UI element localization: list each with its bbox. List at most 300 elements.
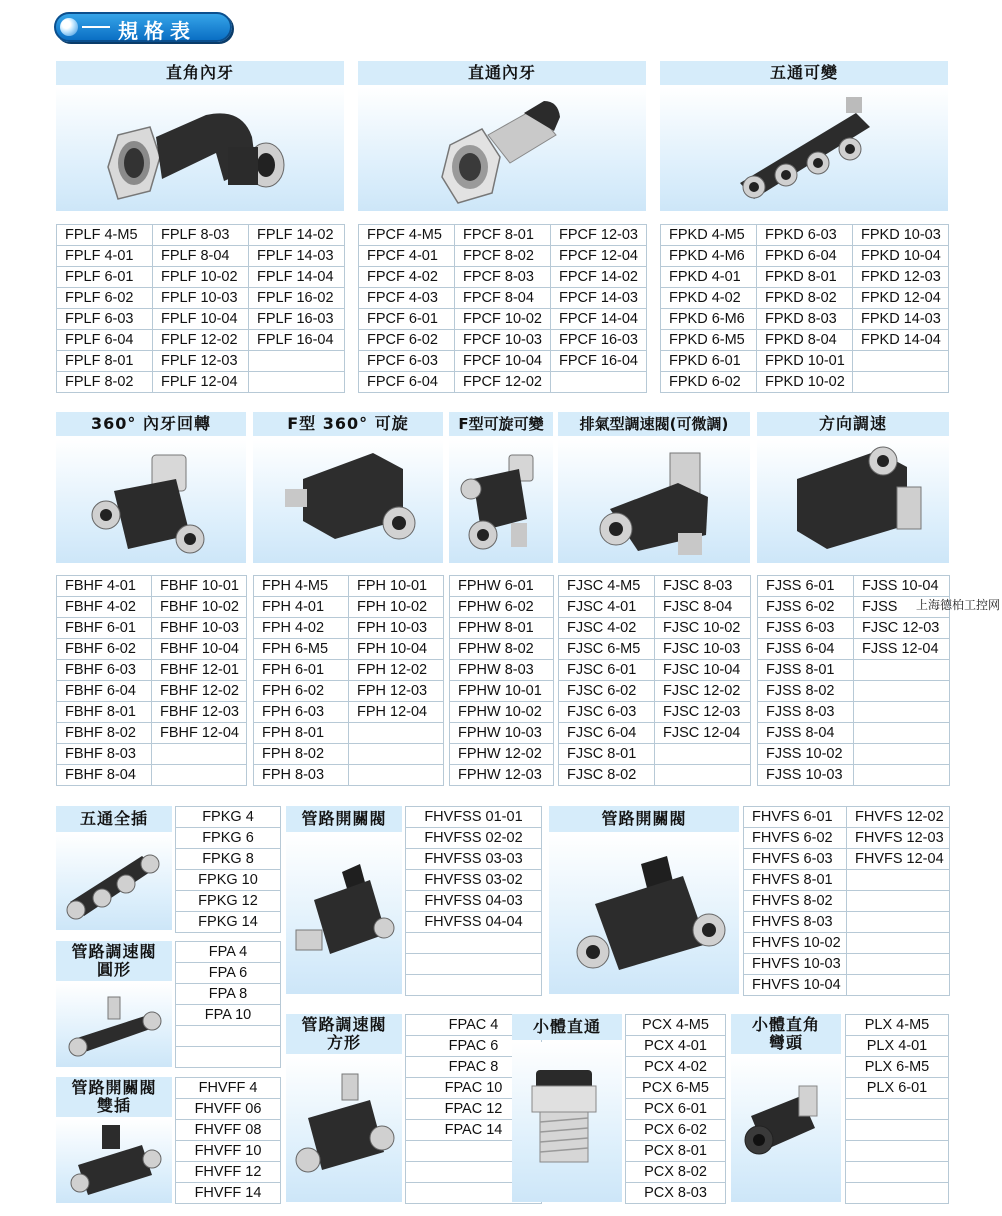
spec-cell: FHVFSS 04-03 [406, 891, 542, 912]
spec-cell: FJSC 12-04 [655, 723, 751, 744]
table-row [57, 225, 345, 246]
spec-cell: FJSS 8-03 [758, 702, 854, 723]
spec-cell: FBHF 10-02 [152, 597, 247, 618]
spec-cell: FJSC 6-01 [559, 660, 655, 681]
spec-cell [846, 1183, 949, 1204]
spec-table-fhvfss [405, 806, 542, 996]
table-row [359, 288, 647, 309]
spec-cell: FPH 6-01 [254, 660, 349, 681]
spec-cell: FHVFF 06 [176, 1099, 281, 1120]
spec-cell: FPH 10-01 [349, 576, 444, 597]
spec-cell: FHVFSS 03-02 [406, 870, 542, 891]
spec-cell: FHVFS 12-03 [847, 828, 950, 849]
spec-cell: FPCF 12-02 [455, 372, 551, 393]
table-row [254, 576, 444, 597]
spec-cell [655, 765, 751, 786]
product-image-fph [253, 439, 443, 563]
spec-cell: FPCF 4-M5 [359, 225, 455, 246]
table-row [57, 267, 345, 288]
table-row [406, 870, 542, 891]
spec-cell: FPH 4-01 [254, 597, 349, 618]
spec-cell: FPCF 4-03 [359, 288, 455, 309]
table-row [450, 618, 554, 639]
square-speed-valve-icon [286, 1056, 402, 1202]
spec-cell: FBHF 8-01 [57, 702, 152, 723]
table-row [758, 660, 950, 681]
product-image-fplf [56, 87, 344, 211]
spec-cell: FJSC 6-04 [559, 723, 655, 744]
table-row [744, 891, 950, 912]
spec-cell [847, 870, 950, 891]
spec-cell: FPCF 14-03 [551, 288, 647, 309]
spec-cell: FJSS 6-04 [758, 639, 854, 660]
spec-cell: FJSS 6-03 [758, 618, 854, 639]
table-row [661, 288, 949, 309]
header-fpac-line1: 管路調速閥 [301, 1015, 387, 1034]
spec-cell: FPCF 12-03 [551, 225, 647, 246]
spec-cell: FJSC 6-02 [559, 681, 655, 702]
spec-cell: FPHW 8-01 [450, 618, 554, 639]
spec-cell: FPAC 14 [406, 1120, 542, 1141]
spec-cell: FPH 12-03 [349, 681, 444, 702]
spec-cell: FPCF 12-04 [551, 246, 647, 267]
table-row [626, 1015, 726, 1036]
table-row [450, 681, 554, 702]
spec-cell: FPKG 14 [176, 912, 281, 933]
spec-cell [854, 660, 950, 681]
spec-cell [176, 1026, 281, 1047]
spec-table-fpcf [358, 224, 647, 393]
spec-cell: FPH 6-03 [254, 702, 349, 723]
spec-cell: FHVFSS 02-02 [406, 828, 542, 849]
spec-cell: FHVFS 10-04 [744, 975, 847, 996]
spec-cell: PCX 4-02 [626, 1057, 726, 1078]
header-fpcf: 直通內牙 [358, 61, 646, 85]
spec-cell [249, 351, 345, 372]
spec-cell: FHVFS 6-03 [744, 849, 847, 870]
spec-cell: FPKD 6-02 [661, 372, 757, 393]
spec-cell: FPKD 12-04 [853, 288, 949, 309]
spec-cell: FPH 6-M5 [254, 639, 349, 660]
table-row [57, 660, 247, 681]
spec-cell: FHVFSS 03-03 [406, 849, 542, 870]
spec-cell: FJSS 6-02 [758, 597, 854, 618]
spec-cell: FPKD 10-04 [853, 246, 949, 267]
spec-cell: FPCF 6-02 [359, 330, 455, 351]
spec-cell: FBHF 12-03 [152, 702, 247, 723]
table-row [406, 912, 542, 933]
table-row [359, 267, 647, 288]
table-row [406, 849, 542, 870]
spec-cell: FPKD 4-M6 [661, 246, 757, 267]
product-image-fpcf [358, 87, 646, 211]
spec-cell [847, 954, 950, 975]
spec-cell: FPH 8-03 [254, 765, 349, 786]
spec-cell: FBHF 10-04 [152, 639, 247, 660]
spec-cell: FPAC 10 [406, 1078, 542, 1099]
header-fhvff-line2: 雙插 [96, 1096, 131, 1115]
spec-cell: FPKD 4-01 [661, 267, 757, 288]
table-row [57, 702, 247, 723]
header-fhvff-line1: 管路開關閥 [71, 1078, 157, 1097]
spec-cell: FPLF 8-02 [57, 372, 153, 393]
spec-cell: PLX 6-01 [846, 1078, 949, 1099]
spec-cell: FPHW 8-02 [450, 639, 554, 660]
table-row [57, 576, 247, 597]
product-image-plx [731, 1056, 841, 1202]
spec-cell: FPKD 6-03 [757, 225, 853, 246]
spec-cell: FPCF 10-04 [455, 351, 551, 372]
spec-cell: FBHF 10-03 [152, 618, 247, 639]
table-row [450, 639, 554, 660]
table-row [661, 351, 949, 372]
spec-cell: FPA 8 [176, 984, 281, 1005]
spec-cell: FPKD 6-M5 [661, 330, 757, 351]
table-row [450, 765, 554, 786]
table-row [254, 744, 444, 765]
spec-cell: FPLF 6-03 [57, 309, 153, 330]
spec-cell: FPA 4 [176, 942, 281, 963]
spec-cell: FJSS 10-02 [758, 744, 854, 765]
table-row [176, 963, 281, 984]
table-row [176, 1162, 281, 1183]
spec-table-pcx [625, 1014, 726, 1204]
spec-cell: FJSC 10-04 [655, 660, 751, 681]
table-row [846, 1099, 949, 1120]
spec-cell: FPKD 8-01 [757, 267, 853, 288]
spec-cell: FPKD 10-03 [853, 225, 949, 246]
table-row [450, 744, 554, 765]
spec-cell: FPLF 12-02 [153, 330, 249, 351]
table-row [758, 723, 950, 744]
table-row [626, 1099, 726, 1120]
spec-cell: FPCF 16-04 [551, 351, 647, 372]
spec-cell: FHVFF 08 [176, 1120, 281, 1141]
spec-cell: FBHF 6-01 [57, 618, 152, 639]
spec-cell: FPKD 10-01 [757, 351, 853, 372]
table-row [406, 933, 542, 954]
table-row [846, 1141, 949, 1162]
spec-cell: FPLF 14-02 [249, 225, 345, 246]
exhaust-speed-controller-icon [558, 439, 750, 563]
spec-cell: FBHF 4-02 [57, 597, 152, 618]
table-row [846, 1036, 949, 1057]
spec-cell: FPCF 4-01 [359, 246, 455, 267]
spec-cell: FPH 10-02 [349, 597, 444, 618]
spec-cell: FPKG 10 [176, 870, 281, 891]
table-row [254, 639, 444, 660]
table-row [450, 576, 554, 597]
spec-cell: FPHW 6-01 [450, 576, 554, 597]
spec-cell: FPKG 6 [176, 828, 281, 849]
spec-cell: FPCF 8-04 [455, 288, 551, 309]
table-row [176, 849, 281, 870]
watermark: 上海德柏工控网 [915, 598, 1000, 612]
table-row [406, 954, 542, 975]
directional-speed-controller-icon [757, 439, 949, 563]
table-row [176, 1026, 281, 1047]
spec-cell [176, 1047, 281, 1068]
table-row [57, 372, 345, 393]
spec-cell: FPKD 4-02 [661, 288, 757, 309]
spec-cell [406, 954, 542, 975]
spec-cell: FPAC 8 [406, 1057, 542, 1078]
spec-cell [249, 372, 345, 393]
mini-elbow-fitting-icon [731, 1056, 841, 1202]
table-row [846, 1183, 949, 1204]
spec-cell: FPKD 8-04 [757, 330, 853, 351]
spec-cell: FPH 12-04 [349, 702, 444, 723]
spec-cell: FJSC 8-03 [655, 576, 751, 597]
table-row [559, 576, 751, 597]
header-fphw: F型可旋可變 [449, 412, 553, 436]
spec-cell: FJSC 6-03 [559, 702, 655, 723]
spec-cell: FHVFS 8-02 [744, 891, 847, 912]
spec-cell: FPKG 8 [176, 849, 281, 870]
table-row [359, 225, 647, 246]
spec-cell: FPHW 10-01 [450, 681, 554, 702]
spec-cell: FPLF 14-03 [249, 246, 345, 267]
header-plx [731, 1014, 841, 1054]
table-row [744, 870, 950, 891]
spec-table-fjsc [558, 575, 751, 786]
swivel-female-fitting-icon [56, 439, 246, 563]
spec-cell: FPLF 16-04 [249, 330, 345, 351]
header-fph: F型 360° 可旋 [253, 412, 443, 436]
spec-cell: FPLF 6-04 [57, 330, 153, 351]
spec-cell: FPH 8-02 [254, 744, 349, 765]
table-row [176, 870, 281, 891]
header-fplf: 直角內牙 [56, 61, 344, 85]
spec-cell: FPKD 14-04 [853, 330, 949, 351]
spec-cell: FPKD 14-03 [853, 309, 949, 330]
spec-cell: FJSS 8-01 [758, 660, 854, 681]
table-row [626, 1183, 726, 1204]
table-row [57, 330, 345, 351]
table-row [176, 807, 281, 828]
spec-cell: PCX 8-03 [626, 1183, 726, 1204]
table-row [559, 702, 751, 723]
spec-cell: FPLF 14-04 [249, 267, 345, 288]
table-row [559, 765, 751, 786]
table-row [359, 351, 647, 372]
table-row [744, 807, 950, 828]
spec-cell: FPKD 8-02 [757, 288, 853, 309]
table-row [661, 330, 949, 351]
spec-cell: FPLF 6-02 [57, 288, 153, 309]
table-row [758, 765, 950, 786]
table-row [254, 618, 444, 639]
spec-cell: FPLF 4-01 [57, 246, 153, 267]
header-plx-line2: 彎頭 [768, 1033, 803, 1052]
spec-cell: FPCF 6-01 [359, 309, 455, 330]
spec-cell: FPAC 4 [406, 1015, 542, 1036]
product-image-fbhf [56, 439, 246, 563]
product-image-fpkg [56, 834, 172, 930]
table-row [559, 597, 751, 618]
spec-cell [349, 765, 444, 786]
spec-cell: FPKG 4 [176, 807, 281, 828]
spec-cell: FHVFS 8-01 [744, 870, 847, 891]
table-row [661, 267, 949, 288]
table-row [559, 639, 751, 660]
table-row [559, 744, 751, 765]
product-image-fphw [449, 439, 553, 563]
spec-cell: FJSC 4-01 [559, 597, 655, 618]
spec-cell: FPCF 10-03 [455, 330, 551, 351]
spec-cell [847, 891, 950, 912]
hand-valve-large-icon [549, 834, 739, 994]
header-pcx: 小體直通 [512, 1014, 622, 1040]
header-fpa [56, 941, 172, 981]
table-row [758, 702, 950, 723]
spec-cell: FPHW 6-02 [450, 597, 554, 618]
spec-cell: FHVFS 12-04 [847, 849, 950, 870]
spec-cell: FPCF 8-03 [455, 267, 551, 288]
spec-cell: FJSS 12-04 [854, 639, 950, 660]
table-row [559, 723, 751, 744]
spec-cell: FPLF 16-03 [249, 309, 345, 330]
spec-cell [854, 681, 950, 702]
spec-cell: FPKD 6-01 [661, 351, 757, 372]
spec-cell: PCX 6-02 [626, 1120, 726, 1141]
spec-cell [846, 1120, 949, 1141]
spec-cell [854, 723, 950, 744]
double-union-ball-valve-icon [56, 1119, 172, 1203]
spec-cell: FHVFSS 01-01 [406, 807, 542, 828]
spec-cell: PLX 4-M5 [846, 1015, 949, 1036]
spec-cell: FPLF 10-04 [153, 309, 249, 330]
spec-cell: FPKD 10-02 [757, 372, 853, 393]
table-row [450, 723, 554, 744]
spec-cell: FPHW 12-02 [450, 744, 554, 765]
spec-cell [846, 1162, 949, 1183]
spec-cell [847, 912, 950, 933]
spec-cell [655, 744, 751, 765]
spec-cell [853, 372, 949, 393]
spec-table-fph [253, 575, 444, 786]
table-row [254, 660, 444, 681]
table-row [744, 849, 950, 870]
spec-cell: FPHW 8-03 [450, 660, 554, 681]
spec-cell: FPLF 8-04 [153, 246, 249, 267]
spec-cell: FPLF 10-03 [153, 288, 249, 309]
spec-cell: FJSS 8-04 [758, 723, 854, 744]
spec-table-plx [845, 1014, 949, 1204]
table-row [254, 702, 444, 723]
product-image-fjss [757, 439, 949, 563]
elbow-female-fitting-icon [56, 87, 344, 211]
table-row [254, 723, 444, 744]
product-image-pcx [512, 1042, 622, 1202]
table-row [176, 828, 281, 849]
spec-cell: FPA 6 [176, 963, 281, 984]
spec-cell: FJSC 10-03 [655, 639, 751, 660]
spec-cell: FPLF 10-02 [153, 267, 249, 288]
spec-table-fpkg [175, 806, 281, 933]
spec-cell: FHVFS 10-02 [744, 933, 847, 954]
spec-cell: FBHF 6-02 [57, 639, 152, 660]
table-row [57, 288, 345, 309]
spec-cell: FJSS 10-04 [854, 576, 950, 597]
spec-table-fhvfs [743, 806, 950, 996]
spec-cell: FPKD 4-M5 [661, 225, 757, 246]
header-fpac [286, 1014, 402, 1054]
spec-cell: FPAC 6 [406, 1036, 542, 1057]
spec-cell: PLX 4-01 [846, 1036, 949, 1057]
spec-cell: FPHW 12-03 [450, 765, 554, 786]
spec-cell: FPLF 12-04 [153, 372, 249, 393]
straight-female-fitting-icon [358, 87, 646, 211]
table-row [626, 1057, 726, 1078]
header-fhvfss: 管路開關閥 [286, 806, 402, 832]
spec-cell: FHVFS 8-03 [744, 912, 847, 933]
spec-cell: FPCF 14-04 [551, 309, 647, 330]
table-row [626, 1120, 726, 1141]
spec-table-fplf [56, 224, 345, 393]
header-fpa-line1: 管路調速閥 [71, 942, 157, 961]
spec-cell: FBHF 4-01 [57, 576, 152, 597]
spec-cell [349, 744, 444, 765]
table-row [176, 1005, 281, 1026]
spec-cell: FPLF 8-01 [57, 351, 153, 372]
table-row [626, 1078, 726, 1099]
table-row [176, 1183, 281, 1204]
table-row [846, 1057, 949, 1078]
table-row [254, 765, 444, 786]
spec-cell: FPH 10-04 [349, 639, 444, 660]
spec-cell [551, 372, 647, 393]
table-row [176, 1078, 281, 1099]
product-image-fhvfss [286, 834, 402, 994]
spec-cell: FJSC 10-02 [655, 618, 751, 639]
spec-cell: FJSC 4-02 [559, 618, 655, 639]
spec-table-fphw [449, 575, 554, 786]
table-row [57, 309, 345, 330]
header-fbhf: 360° 內牙回轉 [56, 412, 246, 436]
table-row [661, 372, 949, 393]
spec-cell: FHVFF 4 [176, 1078, 281, 1099]
table-row [744, 912, 950, 933]
table-row [758, 744, 950, 765]
table-row [176, 1120, 281, 1141]
spec-cell: FPKD 8-03 [757, 309, 853, 330]
spec-cell: FPCF 4-02 [359, 267, 455, 288]
table-row [359, 309, 647, 330]
spec-cell: FPH 8-01 [254, 723, 349, 744]
spec-cell: PCX 4-01 [626, 1036, 726, 1057]
header-plx-line1: 小體直角 [751, 1015, 820, 1034]
spec-cell: FJSC 6-M5 [559, 639, 655, 660]
table-row [846, 1120, 949, 1141]
table-row [626, 1036, 726, 1057]
spec-cell: FPH 4-02 [254, 618, 349, 639]
section-title: 規格表 [118, 19, 196, 43]
spec-cell: FBHF 12-01 [152, 660, 247, 681]
bullet-icon [60, 18, 78, 36]
five-way-manifold-icon [660, 87, 948, 211]
table-row [406, 975, 542, 996]
spec-cell: FPKG 12 [176, 891, 281, 912]
spec-cell: FHVFF 10 [176, 1141, 281, 1162]
spec-cell: FJSC 8-01 [559, 744, 655, 765]
table-row [176, 1141, 281, 1162]
spec-cell: FPLF 6-01 [57, 267, 153, 288]
header-fpkg: 五通全插 [56, 806, 172, 832]
five-way-union-icon [56, 834, 172, 930]
spec-cell: FJSS 6-01 [758, 576, 854, 597]
spec-cell: FBHF 8-03 [57, 744, 152, 765]
